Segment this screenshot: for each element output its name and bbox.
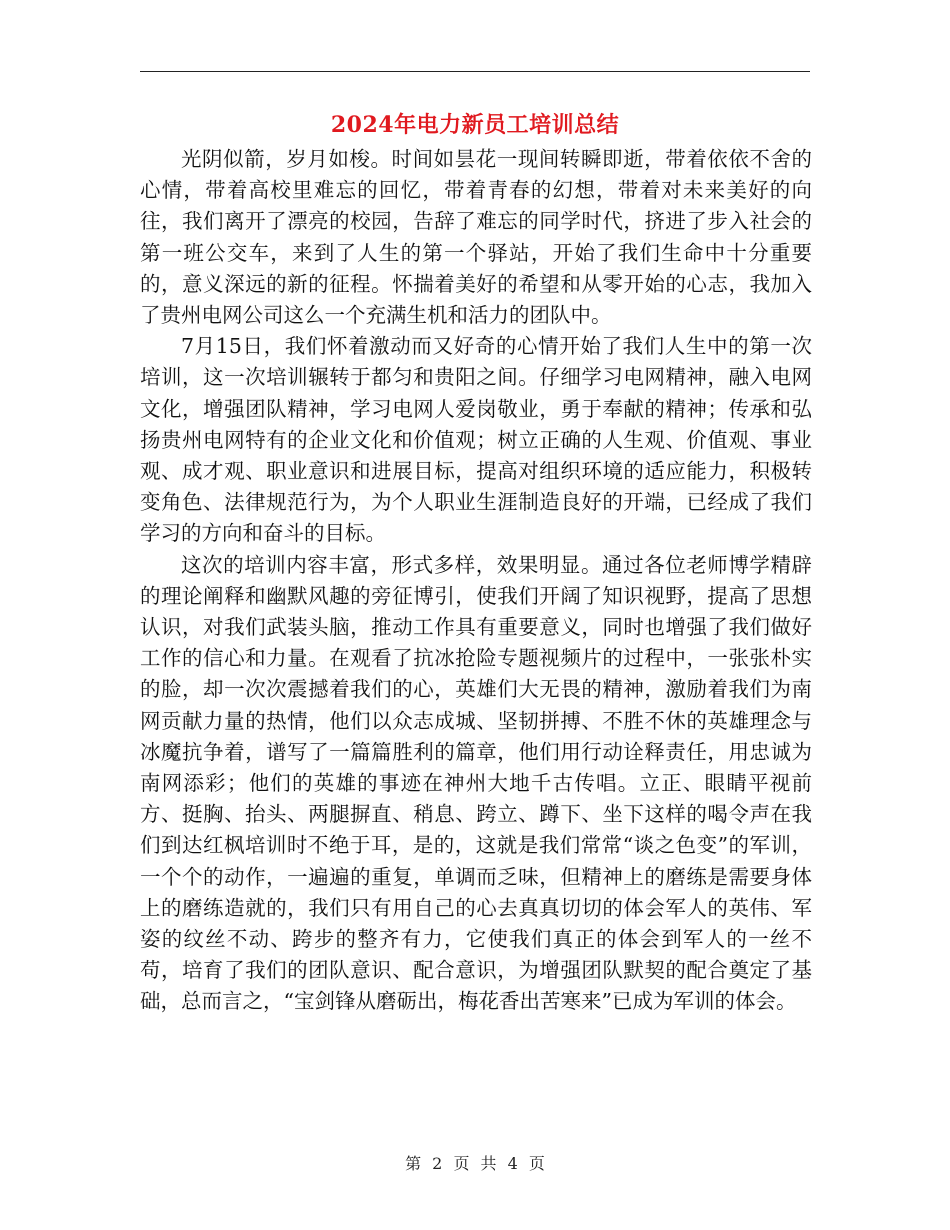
document-title: 2024年电力新员工培训总结	[330, 112, 620, 138]
paragraph: 7月15日，我们怀着激动而又好奇的心情开始了我们人生中的第一次培训，这一次培训辗转于都匀和贵阳之间。仔细学习电网精神，融入电网文化，增强团队精神，学习电网人爱岗敬业，勇于奉献的精神；传承和弘扬贵州电网特有的企业文化和价值观；树立正确的人生观、价值观、事业观、成才观、职业意识和进展目标，提高对组织环境的适应能力，积极转变角色、法律规范行为，为个人职业生涯制造良好的开端，已经成了我们学习的方向和奋斗的目标。	[140, 334, 812, 546]
page-number: 第 2 页 共 4 页	[405, 1154, 545, 1173]
header-rule	[140, 71, 810, 72]
paragraph: 光阴似箭，岁月如梭。时间如昙花一现间转瞬即逝，带着依依不舍的心情，带着高校里难忘的回忆，带着青春的幻想，带着对未来美好的向往，我们离开了漂亮的校园，告辞了难忘的同学时代，挤进了步入社会的第一班公交车，来到了人生的第一个驿站，开始了我们生命中十分重要的，意义深远的新的征程。怀揣着美好的希望和从零开始的心志，我加入了贵州电网公司这么一个充满生机和活力的团队中。	[140, 147, 812, 328]
document-body	[140, 144, 812, 1018]
paragraph: 这次的培训内容丰富，形式多样，效果明显。通过各位老师博学精辟的理论阐释和幽默风趣的旁征博引，使我们开阔了知识视野，提高了思想认识，对我们武装头脑，推动工作具有重要意义，同时也增强了我们做好工作的信心和力量。在观看了抗冰抢险专题视频片的过程中，一张张朴实的脸，却一次次震撼着我们的心，英雄们大无畏的精神，激励着我们为南网贡献力量的热情，他们以众志成城、坚韧拼搏、不胜不休的英雄理念与冰魔抗争着，谱写了一篇篇胜利的篇章，他们用行动诠释责任，用忠诚为南网添彩；他们的英雄的事迹在神州大地千古传唱。立正、眼睛平视前方、挺胸、抬头、两腿摒直、稍息、跨立、蹲下、坐下这样的喝令声在我们到达红枫培训时不绝于耳，是的，这就是我们常常“谈之色变”的军训，一个个的动作，一遍遍的重复，单调而乏味，但精神上的磨练是需要身体上的磨练造就的，我们只有用自己的心去真真切切的体会军人的英伟、军姿的纹丝不动、跨步的整齐有力，它使我们真正的体会到军人的一丝不苟，培育了我们的团队意识、配合意识，为增强团队默契的配合奠定了基础，总而言之，“宝剑锋从磨砺出，梅花香出苦寒来”已成为军训的体会。	[140, 552, 812, 1014]
